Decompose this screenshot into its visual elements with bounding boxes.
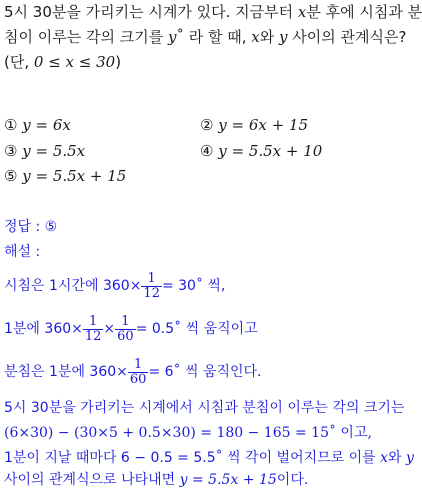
explanation-text: 시침은 1시간에 360 [4, 278, 130, 294]
variable-x: x [297, 3, 307, 21]
option-marker: ④ [200, 142, 214, 160]
explanation-line-4: 5시 30분을 가리키는 시계에서 시침과 분침이 이루는 각의 크기는 [4, 400, 405, 416]
times-sign: × [103, 321, 116, 337]
fraction: $\frac{1}{60}$ [129, 356, 147, 387]
question-line-3 [4, 52, 121, 72]
question-text: 사이의 관계식은? [287, 28, 407, 46]
variable-y: y [167, 28, 177, 46]
explanation-text: 와 [388, 450, 407, 466]
variable-x: x [251, 28, 260, 46]
explanation-line-7 [4, 470, 308, 490]
option-marker: ③ [4, 142, 18, 160]
explanation-line-2 [4, 309, 258, 349]
option-expression: y = 6x + 15 [218, 116, 309, 134]
option-expression: y = 6x [22, 116, 71, 134]
explanation-line-1 [4, 266, 225, 306]
variable-x: x [380, 450, 389, 466]
variable-y: y [406, 450, 414, 466]
option-expression: y = 5.5x [22, 142, 86, 160]
condition-text: ) [115, 53, 122, 71]
degree-symbol: ˚ [176, 28, 184, 46]
question-text: 분 후에 시침과 분 [306, 3, 422, 21]
question-text: 5시 30분을 가리키는 시계가 있다. 지금부터 [4, 3, 298, 21]
explanation-text: 1분이 지날 때마다 6 − 0.5 = 5.5˚ 씩 각이 벌어지므로 이를 [4, 450, 381, 466]
question-text: 와 [259, 28, 280, 46]
option-4[interactable] [200, 141, 322, 161]
fraction: $\frac{1}{12}$ [143, 270, 160, 301]
explanation-line-5: (6×30) − (30×5 + 0.5×30) = 180 − 165 = 15˚ 이고, [4, 425, 372, 441]
fraction: $\frac{1}{12}$ [84, 313, 102, 344]
question-line-1 [4, 2, 422, 22]
fraction: $\frac{1}{60}$ [117, 313, 134, 344]
times-sign: × [129, 278, 142, 294]
option-1[interactable] [4, 115, 71, 135]
times-sign: × [71, 321, 83, 337]
option-2[interactable] [200, 115, 308, 135]
answer-value: ⑤ [44, 219, 58, 235]
explanation-line-6 [4, 448, 414, 468]
question-text: 라 할 때, [183, 28, 252, 46]
question-line-2 [4, 27, 406, 47]
explanation-text: = 6˚ 씩 움직인다. [148, 364, 262, 380]
explanation-text: = 0.5˚ 씩 움직이고 [135, 321, 258, 337]
explanation-label: 해설 : [4, 244, 41, 260]
answer-label: 정답 : [4, 219, 41, 235]
option-5[interactable] [4, 166, 126, 186]
option-expression: y = 5.5x + 10 [218, 142, 323, 160]
option-marker: ① [4, 116, 18, 134]
explanation-line-3 [4, 352, 262, 392]
question-text: 침이 이루는 각의 크기를 [4, 28, 168, 46]
answer-line [4, 217, 57, 237]
option-marker: ② [200, 116, 214, 134]
option-expression: y = 5.5x + 15 [22, 167, 127, 185]
explanation-text: 1분에 360 [4, 321, 72, 337]
relation-expression: y = 5.5x + 15 [179, 472, 277, 488]
explanation-text: 분침은 1분에 360 [4, 364, 117, 380]
option-marker: ⑤ [4, 167, 18, 185]
explanation-text: 이다. [276, 472, 309, 488]
times-sign: × [116, 364, 128, 380]
explanation-text: 사이의 관계식으로 나타내면 [4, 472, 180, 488]
option-3[interactable] [4, 141, 85, 161]
variable-y: y [279, 28, 288, 46]
condition-expression: 0 ≤ x ≤ 30 [33, 53, 116, 71]
condition-text: (단, [4, 53, 34, 71]
explanation-text: = 30˚ 씩, [161, 278, 226, 294]
